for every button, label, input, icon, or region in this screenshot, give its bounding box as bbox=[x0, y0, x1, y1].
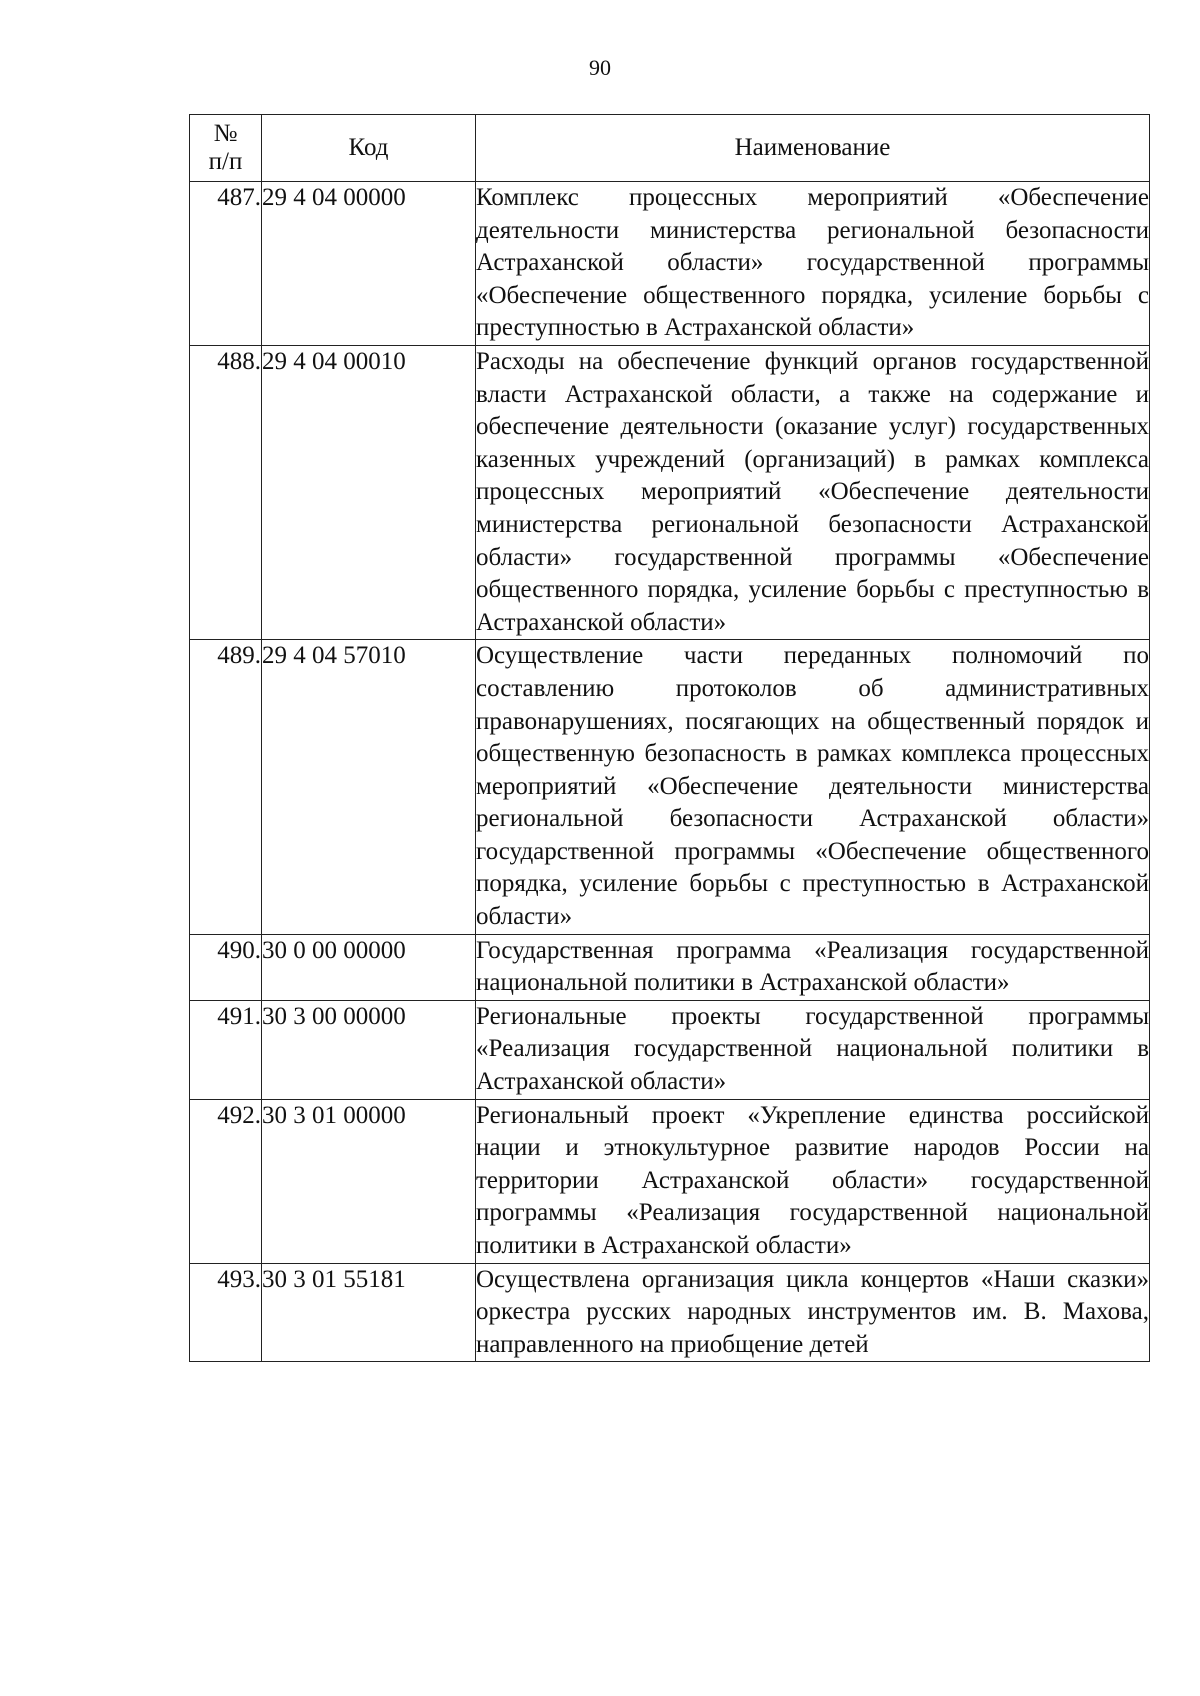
row-number: 489. bbox=[190, 640, 262, 934]
row-number: 490. bbox=[190, 934, 262, 1000]
row-name: Региональные проекты государственной программы «Реализация государственной национальной политики в Астраханской области» bbox=[476, 1000, 1150, 1099]
table-row bbox=[190, 934, 1150, 1000]
row-code: 29 4 04 00000 bbox=[262, 182, 476, 346]
row-code: 30 3 01 00000 bbox=[262, 1099, 476, 1263]
table-row bbox=[190, 1263, 1150, 1362]
table-row bbox=[190, 345, 1150, 639]
row-name: Региональный проект «Укрепление единства российской нации и этнокультурное развитие народов России на территории Астраханской области» государственной программы «Реализация государственной национальной политики в Астраханской области» bbox=[476, 1099, 1150, 1263]
row-name: Осуществление части переданных полномочий по составлению протоколов об административных правонарушениях, посягающих на общественный порядок и общественную безопасность в рамках комплекса процессных мероприятий «Обеспечение деятельности министерства региональной безопасности Астраханской области» государственной программы «Обеспечение общественного порядка, усиление борьбы с преступностью в Астраханской области» bbox=[476, 640, 1150, 934]
row-code: 29 4 04 00010 bbox=[262, 345, 476, 639]
row-name: Осуществлена организация цикла концертов «Наши сказки» оркестра русских народных инструментов им. В. Махова, направленного на приобщение детей bbox=[476, 1263, 1150, 1362]
header-number bbox=[190, 115, 262, 182]
row-number: 487. bbox=[190, 182, 262, 346]
header-number-abbrev: п/п bbox=[208, 148, 243, 175]
row-number: 493. bbox=[190, 1263, 262, 1362]
table-row bbox=[190, 1099, 1150, 1263]
row-number: 492. bbox=[190, 1099, 262, 1263]
row-name: Комплекс процессных мероприятий «Обеспечение деятельности министерства региональной безопасности Астраханской области» государственной программы «Обеспечение общественного порядка, усиление борьбы с преступностью в Астраханской области» bbox=[476, 182, 1150, 346]
row-number: 491. bbox=[190, 1000, 262, 1099]
table-header-row bbox=[190, 115, 1150, 182]
row-code: 29 4 04 57010 bbox=[262, 640, 476, 934]
row-number: 488. bbox=[190, 345, 262, 639]
header-code: Код bbox=[262, 115, 476, 182]
budget-classification-table bbox=[189, 114, 1150, 1362]
row-code: 30 0 00 00000 bbox=[262, 934, 476, 1000]
header-number-symbol: № bbox=[213, 120, 238, 147]
row-code: 30 3 01 55181 bbox=[262, 1263, 476, 1362]
table-row bbox=[190, 640, 1150, 934]
table-row bbox=[190, 182, 1150, 346]
table-row bbox=[190, 1000, 1150, 1099]
row-name: Государственная программа «Реализация государственной национальной политики в Астраханской области» bbox=[476, 934, 1150, 1000]
page-number: 90 bbox=[589, 55, 611, 80]
header-name: Наименование bbox=[476, 115, 1150, 182]
row-code: 30 3 00 00000 bbox=[262, 1000, 476, 1099]
row-name: Расходы на обеспечение функций органов государственной власти Астраханской области, а также на содержание и обеспечение деятельности (оказание услуг) государственных казенных учреждений (организаций) в рамках комплекса процессных мероприятий «Обеспечение деятельности министерства региональной безопасности Астраханской области» государственной программы «Обеспечение общественного порядка, усиление борьбы с преступностью в Астраханской области» bbox=[476, 345, 1150, 639]
